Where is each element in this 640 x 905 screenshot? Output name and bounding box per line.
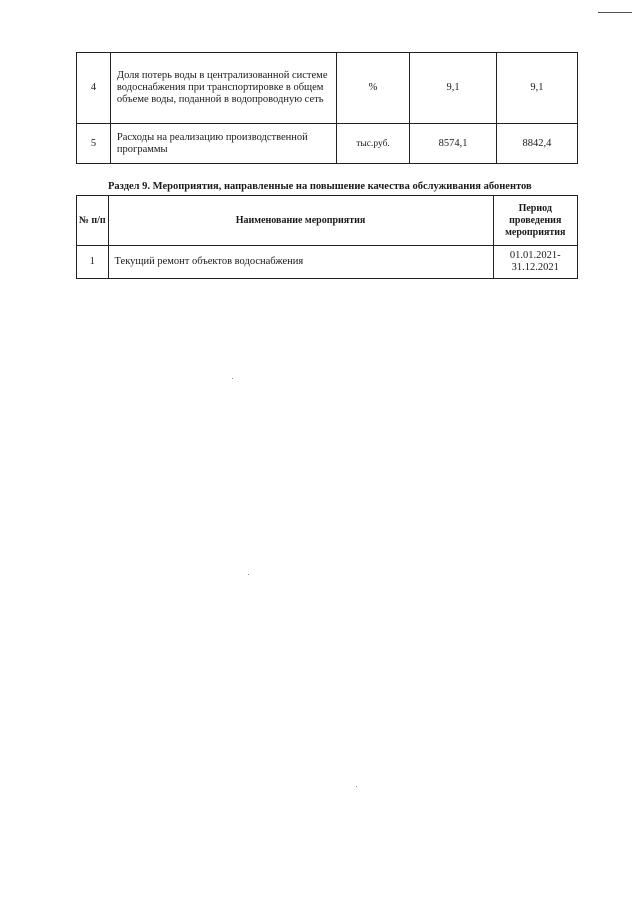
scan-speck <box>248 574 249 575</box>
indicator-value-2: 9,1 <box>496 53 577 124</box>
indicator-unit: % <box>336 53 409 124</box>
measure-name: Текущий ремонт объектов водоснабжения <box>108 246 493 279</box>
table-row <box>77 53 578 124</box>
period-end: 31.12.2021 <box>511 262 559 273</box>
row-number: 5 <box>77 124 111 164</box>
scan-mark <box>598 12 632 13</box>
row-number: 4 <box>77 53 111 124</box>
table-row <box>77 246 578 279</box>
measures-table <box>76 195 578 279</box>
row-number: 1 <box>77 246 109 279</box>
table-row <box>77 124 578 164</box>
scan-speck <box>356 786 357 787</box>
measure-period <box>493 246 577 279</box>
indicator-value-1: 9,1 <box>410 53 497 124</box>
header-measure-name: Наименование мероприятия <box>108 196 493 246</box>
header-period: Период проведения мероприятия <box>493 196 577 246</box>
period-start: 01.01.2021- <box>509 250 561 261</box>
table-header-row <box>77 196 578 246</box>
indicator-name: Доля потерь воды в централизованной системе водоснабжения при транспортировке в общем объеме воды, поданной в водопроводную сеть <box>110 53 336 124</box>
indicator-name: Расходы на реализацию производственной программы <box>110 124 336 164</box>
indicator-value-1: 8574,1 <box>410 124 497 164</box>
indicator-value-2: 8842,4 <box>496 124 577 164</box>
header-number: № п/п <box>77 196 109 246</box>
indicators-table <box>76 52 578 164</box>
scan-speck <box>232 378 233 379</box>
section-title: Раздел 9. Мероприятия, направленные на повышение качества обслуживания абонентов <box>108 181 532 192</box>
indicator-unit: тыс.руб. <box>336 124 409 164</box>
